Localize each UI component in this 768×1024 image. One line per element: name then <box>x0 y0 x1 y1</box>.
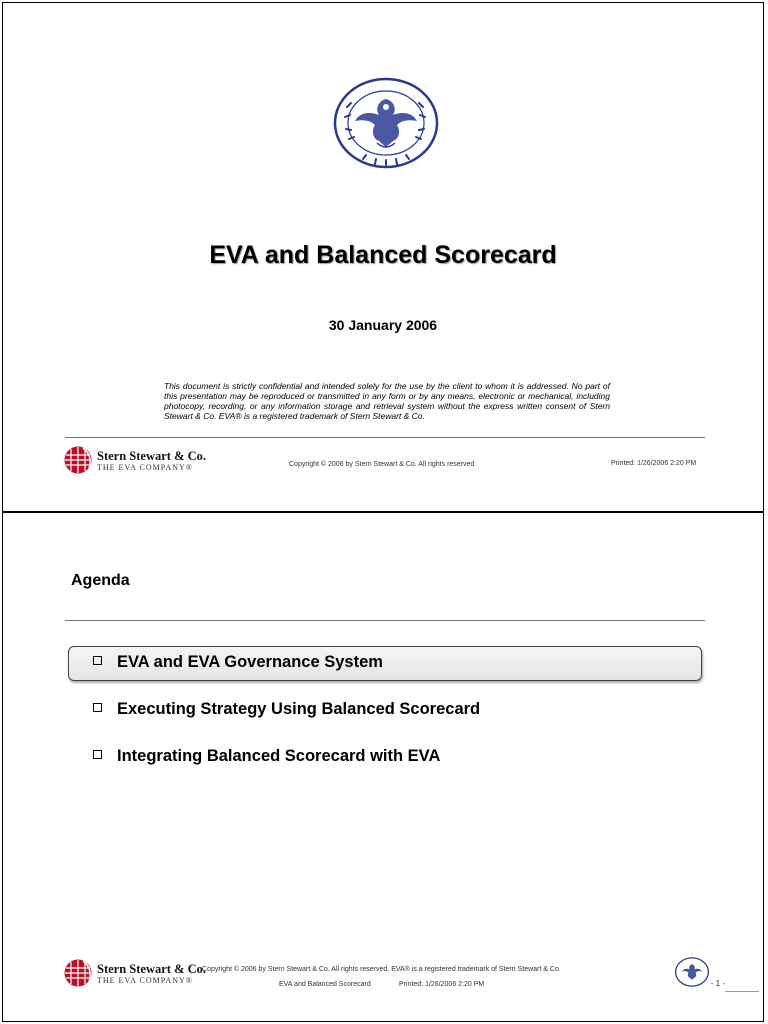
footer-printed: Printed: 1/26/2006 2:20 PM <box>611 460 697 467</box>
stern-stewart-globe-icon <box>63 445 95 475</box>
agenda-item-label: Integrating Balanced Scorecard with EVA <box>117 747 441 765</box>
square-bullet-icon <box>93 750 102 759</box>
agenda-item-label: EVA and EVA Governance System <box>117 653 383 671</box>
square-bullet-icon <box>93 703 102 712</box>
logo-name: Stern Stewart & Co. <box>97 962 207 976</box>
agenda-item-label: Executing Strategy Using Balanced Scorecard <box>117 700 481 718</box>
footer-printed: Printed: 1/26/2006 2:20 PM <box>399 981 485 988</box>
document-title: EVA and Balanced Scorecard <box>209 241 557 269</box>
footer-copyright: Copyright © 2006 by Stern Stewart & Co. All rights reserved <box>289 461 475 468</box>
title-slide <box>2 2 764 512</box>
agenda-item <box>93 653 383 672</box>
stern-stewart-logo <box>63 958 213 990</box>
agenda-item <box>93 700 480 719</box>
logo-tagline: THE EVA COMPANY® <box>97 463 193 472</box>
logo-name: Stern Stewart & Co. <box>97 449 207 463</box>
stern-stewart-logo <box>63 445 213 477</box>
garuda-seal-icon <box>675 957 709 987</box>
agenda-slide <box>2 512 764 1022</box>
agenda-divider <box>65 620 705 621</box>
footer-doc-title: EVA and Balanced Scorecard <box>279 981 371 988</box>
square-bullet-icon <box>93 656 102 665</box>
page-number-rule <box>725 991 759 992</box>
confidentiality-notice: This document is strictly confidential and intended solely for the use by the client to whom it is addressed. No part of this presentation may be reproduced or transmitted in any form or by any means, electronic or mechanical, including photocopy, recording, or any information storage and retrieval system without the express written consent of Stern Stewart & Co. EVA® is a registered trademark of Stern Stewart & Co. <box>164 381 610 421</box>
footer-copyright: Copyright © 2006 by Stern Stewart & Co. All rights reserved. EVA® is a registered trademark of Stern Stewart & Co. <box>202 966 561 973</box>
page-number: - 1 - <box>710 979 725 988</box>
garuda-seal-icon <box>333 77 439 169</box>
agenda-item <box>93 747 440 766</box>
logo-tagline: THE EVA COMPANY® <box>97 976 193 985</box>
agenda-heading: Agenda <box>71 572 130 589</box>
footer-divider <box>65 437 705 438</box>
document-date: 30 January 2006 <box>328 317 438 333</box>
stern-stewart-globe-icon <box>63 958 95 988</box>
